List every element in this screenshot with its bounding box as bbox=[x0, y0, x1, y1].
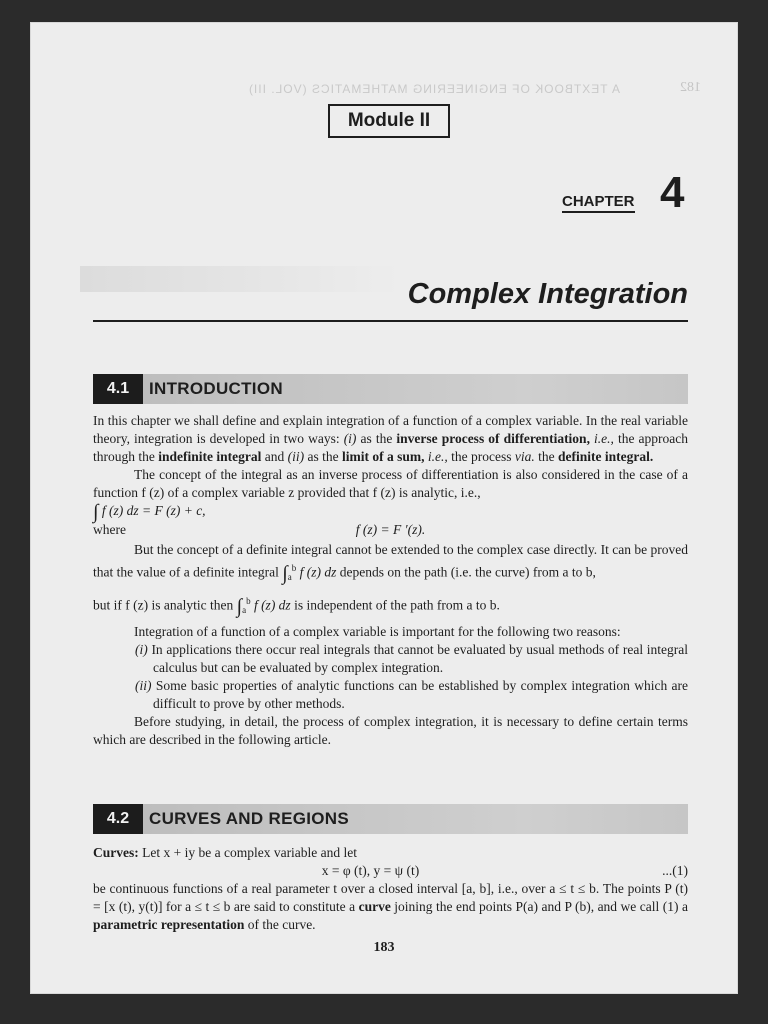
equation-row bbox=[93, 862, 688, 880]
equation-tag: ...(1) bbox=[662, 863, 688, 878]
paragraph: Integration of a function of a complex variable is important for the following two reasons: bbox=[134, 624, 621, 640]
page-number: 183 bbox=[373, 940, 395, 955]
equation: ∫ f (z) dz = F (z) + c, bbox=[93, 501, 206, 523]
paragraph: be continuous functions of a real parameter t over a closed interval [a, b], i.e., over a ≤ t ≤ b. The points P (t) = [x (t), y(t)] for a ≤ t ≤ b are said to constitute a curve joining the end points P(a) and P (b), and we call (1) a parametric representation of the curve. bbox=[93, 881, 688, 932]
title-rule bbox=[93, 320, 688, 322]
paragraph: but if f (z) is analytic then $\int_a^b$ f (z) dz is independent of the path from a to b. bbox=[93, 595, 500, 618]
equation-row bbox=[93, 521, 688, 539]
paragraph: But the concept of a definite integral cannot be extended to the complex case directly. It can be proved that the value of a definite integral $\int_a^b$ f (z) dz depends on the path (i.e. the curve) from a to b, bbox=[93, 542, 688, 585]
chapter-number: 4 bbox=[660, 168, 685, 217]
paragraph: Before studying, in detail, the process of complex integration, it is necessary to define certain terms which are described in the following article. bbox=[93, 714, 688, 748]
paragraph: Curves: Let x + iy be a complex variable and let bbox=[93, 845, 358, 860]
module-label: Module II bbox=[328, 104, 450, 138]
list-item: (i) In applications there occur real integrals that cannot be evaluated by usual methods of real integral calculus but can be evaluated by complex integration. bbox=[135, 642, 688, 676]
bleed-through-page-number: 182 bbox=[680, 80, 701, 95]
section-title: INTRODUCTION bbox=[143, 374, 688, 404]
where-label: where bbox=[93, 522, 126, 537]
equation: f (z) = F ′(z). bbox=[355, 522, 426, 537]
chapter-title: Complex Integration bbox=[407, 278, 688, 310]
chapter-label: CHAPTER bbox=[562, 193, 635, 213]
section-title: CURVES AND REGIONS bbox=[143, 804, 688, 834]
equation: x = φ (t), y = ψ (t) bbox=[321, 863, 420, 878]
section-heading-4-2 bbox=[93, 804, 688, 834]
section-4-1-body bbox=[93, 412, 688, 749]
paragraph: In this chapter we shall define and explain integration of a function of a complex variable. In the real variable theory, integration is developed in two ways: (i) as the inverse process of differentiation, i.e., the approach through the indefinite integral and (ii) as the limit of a sum, i.e., the process via. the definite integral. bbox=[93, 413, 688, 464]
paragraph: The concept of the integral as an inverse process of differentiation is also considered in the case of a function f (z) of a complex variable z provided that f (z) is analytic, i.e., bbox=[93, 467, 688, 500]
book-page bbox=[30, 22, 738, 994]
list-item: (ii) Some basic properties of analytic functions can be established by complex integration which are difficult to prove by other methods. bbox=[135, 678, 689, 712]
section-heading-4-1 bbox=[93, 374, 688, 404]
bleed-through-header: A TEXTBOOK OF ENGINEERING MATHEMATICS (VOL. III) bbox=[247, 82, 620, 96]
title-band bbox=[80, 266, 400, 292]
section-number: 4.1 bbox=[93, 374, 143, 404]
section-number: 4.2 bbox=[93, 804, 143, 834]
section-4-2-body bbox=[93, 844, 688, 934]
